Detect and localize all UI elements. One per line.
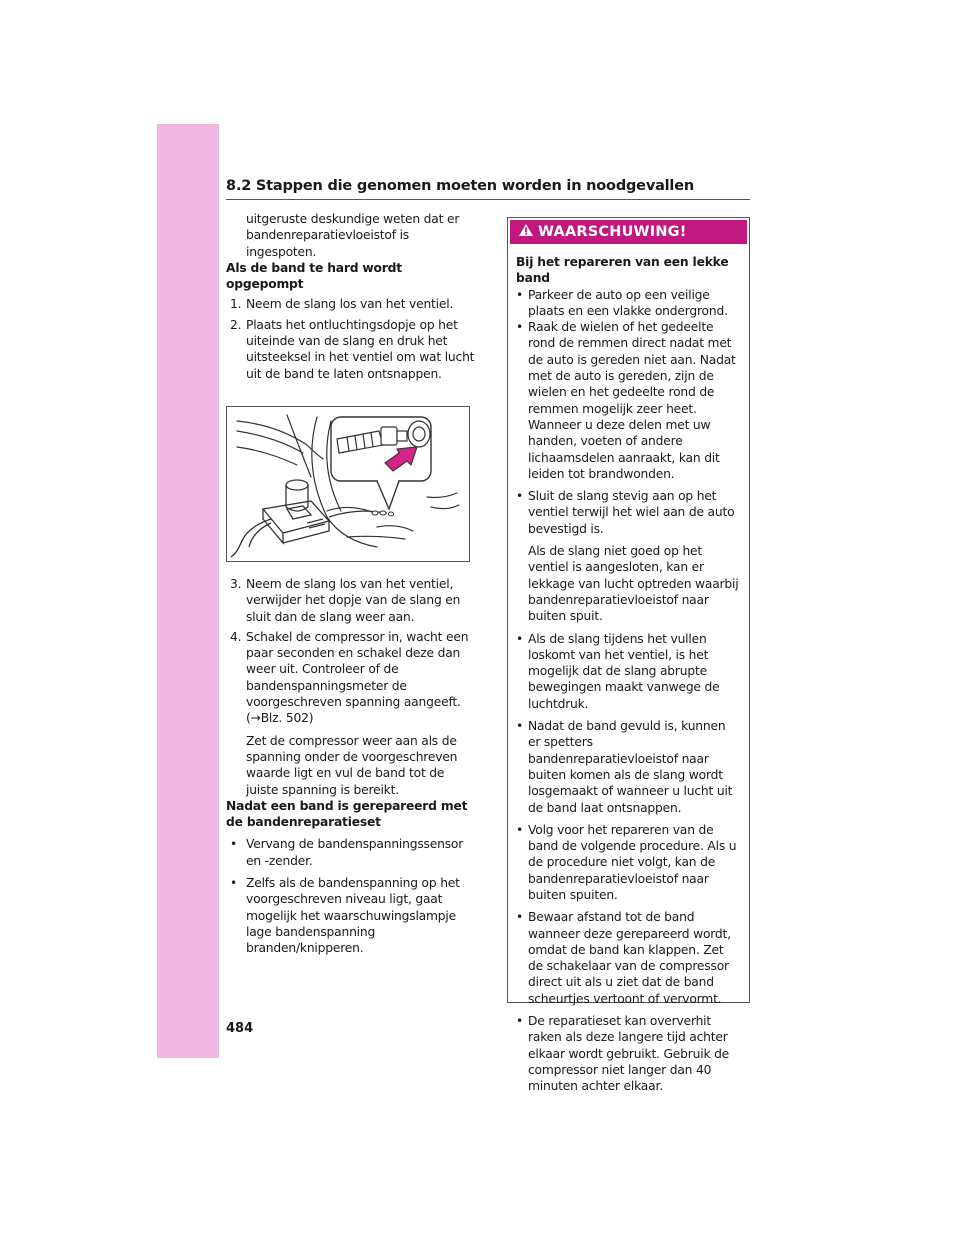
bullet-marker: • — [516, 719, 524, 734]
step-text: Plaats het ontluchtingsdopje op het uiteinde van de slang en druk het uitsteeksel in het ventiel om wat lucht uit de band te laten ontsnappen. — [246, 317, 475, 381]
warning-item-text: Raak de wielen of het gedeelte rond de remmen direct nadat met de auto is gereden niet aan. Nadat met de auto is gereden, zijn de wielen en het gedeelte rond de remmen mogelijk zeer heet. Wanneer u deze delen met uw handen, voeten of andere lichaamsdelen aanraakt, kan dit leiden tot brandwonden. — [528, 320, 736, 481]
step-item — [226, 317, 476, 382]
step-continuation: Zet de compressor weer aan als de spanning onder de voorgeschreven waarde ligt en vul de band tot de juiste spanning is bereikt. — [246, 733, 458, 797]
step-item — [226, 296, 476, 312]
section2-heading: Nadat een band is gerepareerd met de bandenreparatieset — [226, 798, 468, 830]
bullet-marker: • — [516, 287, 524, 302]
section-title: 8.2 Stappen die genomen moeten worden in noodgevallen — [226, 178, 694, 194]
header-rule — [226, 199, 750, 200]
bullet-marker: • — [516, 1014, 524, 1029]
step-number: 3. — [230, 576, 242, 591]
bullet-marker: • — [516, 320, 524, 335]
list-item — [226, 875, 476, 956]
warning-item-text: Volg voor het repareren van de band de volgende procedure. Als u de procedure niet volgt, kan de bandenreparatievloeistof naar buiten spuiten. — [528, 822, 737, 902]
step-number: 2. — [230, 317, 242, 332]
warning-item-text: Nadat de band gevuld is, kunnen er spetters bandenreparatievloeistof naar buiten komen als de slang wordt losgemaakt of wanneer u lucht uit de band laat ontsnappen. — [528, 719, 733, 815]
step-text: Neem de slang los van het ventiel, verwijder het dopje van de slang en sluit dan de slang weer aan. — [246, 576, 461, 624]
warning-item — [516, 631, 741, 712]
page-header — [226, 178, 750, 200]
warning-title: WAARSCHUWING! — [538, 223, 687, 240]
list-item-text: Zelfs als de bandenspanning op het voorgeschreven niveau ligt, gaat mogelijk het waarschuwingslampje lage bandenspanning branden/knipperen. — [246, 876, 460, 956]
step-number: 4. — [230, 629, 242, 644]
warning-item — [516, 1013, 741, 1094]
warning-item — [516, 319, 741, 482]
step-text: Schakel de compressor in, wacht een paar seconden en schakel deze dan weer uit. Controleer of de bandenspanningsmeter de voorgeschreven spanning aangeeft. (→Blz. 502) — [246, 629, 469, 726]
warning-item-text: Bewaar afstand tot de band wanneer deze gerepareerd wordt, omdat de band kan klappen. Zet de schakelaar van de compressor direct uit als u ziet dat de band scheurtjes vertoont of vervormt. — [528, 910, 731, 1006]
step-item — [226, 629, 476, 798]
bullet-marker: • — [516, 631, 524, 646]
compressor-illustration — [226, 406, 470, 562]
list-item-text: Vervang de bandenspanningssensor en -zender. — [246, 837, 464, 868]
warning-triangle-icon — [518, 223, 534, 241]
warning-body — [508, 244, 749, 1095]
step-text: Neem de slang los van het ventiel. — [246, 297, 454, 312]
warning-item-text: Als de slang tijdens het vullen loskomt van het ventiel, is het mogelijk dat de slang abrupte bewegingen maakt vanwege de luchtdruk. — [528, 631, 720, 711]
warning-item — [516, 287, 741, 320]
illustration-drawing — [227, 407, 469, 561]
intro-text: uitgeruste deskundige weten dat er bandenreparatievloeistof is ingespoten. — [246, 212, 460, 259]
warning-item — [516, 822, 741, 903]
bullet-marker: • — [516, 822, 524, 837]
warning-item-text: Sluit de slang stevig aan op het ventiel terwijl het wiel aan de auto bevestigd is. — [528, 489, 735, 536]
warning-header — [510, 220, 747, 244]
bullet-marker: • — [516, 489, 524, 504]
page-number: 484 — [226, 1021, 254, 1036]
bullet-marker: • — [230, 837, 238, 852]
warning-item — [516, 718, 741, 816]
bullet-marker: • — [230, 876, 238, 891]
warning-box — [507, 217, 750, 1094]
list-item — [226, 836, 476, 869]
chapter-side-band — [157, 124, 219, 1058]
step-number: 1. — [230, 297, 242, 312]
warning-item-text: Parkeer de auto op een veilige plaats en een vlakke ondergrond. — [528, 287, 728, 318]
left-column — [226, 211, 476, 957]
warning-item — [516, 909, 741, 1007]
bullet-marker: • — [516, 910, 524, 925]
warning-item-text: De reparatieset kan oververhit raken als deze langere tijd achter elkaar wordt gebruikt. Gebruik de compressor niet langer dan 40 minuten achter elkaar. — [528, 1014, 730, 1094]
warning-subtitle: Bij het repareren van een lekke band — [516, 255, 729, 286]
warning-item-continuation: Als de slang niet goed op het ventiel is aangesloten, kan er lekkage van lucht optreden waarbij bandenreparatievloeistof naar buiten spuit. — [528, 544, 739, 624]
section1-heading: Als de band te hard wordt opgepompt — [226, 260, 402, 292]
step-item — [226, 576, 476, 625]
warning-item — [516, 488, 741, 624]
